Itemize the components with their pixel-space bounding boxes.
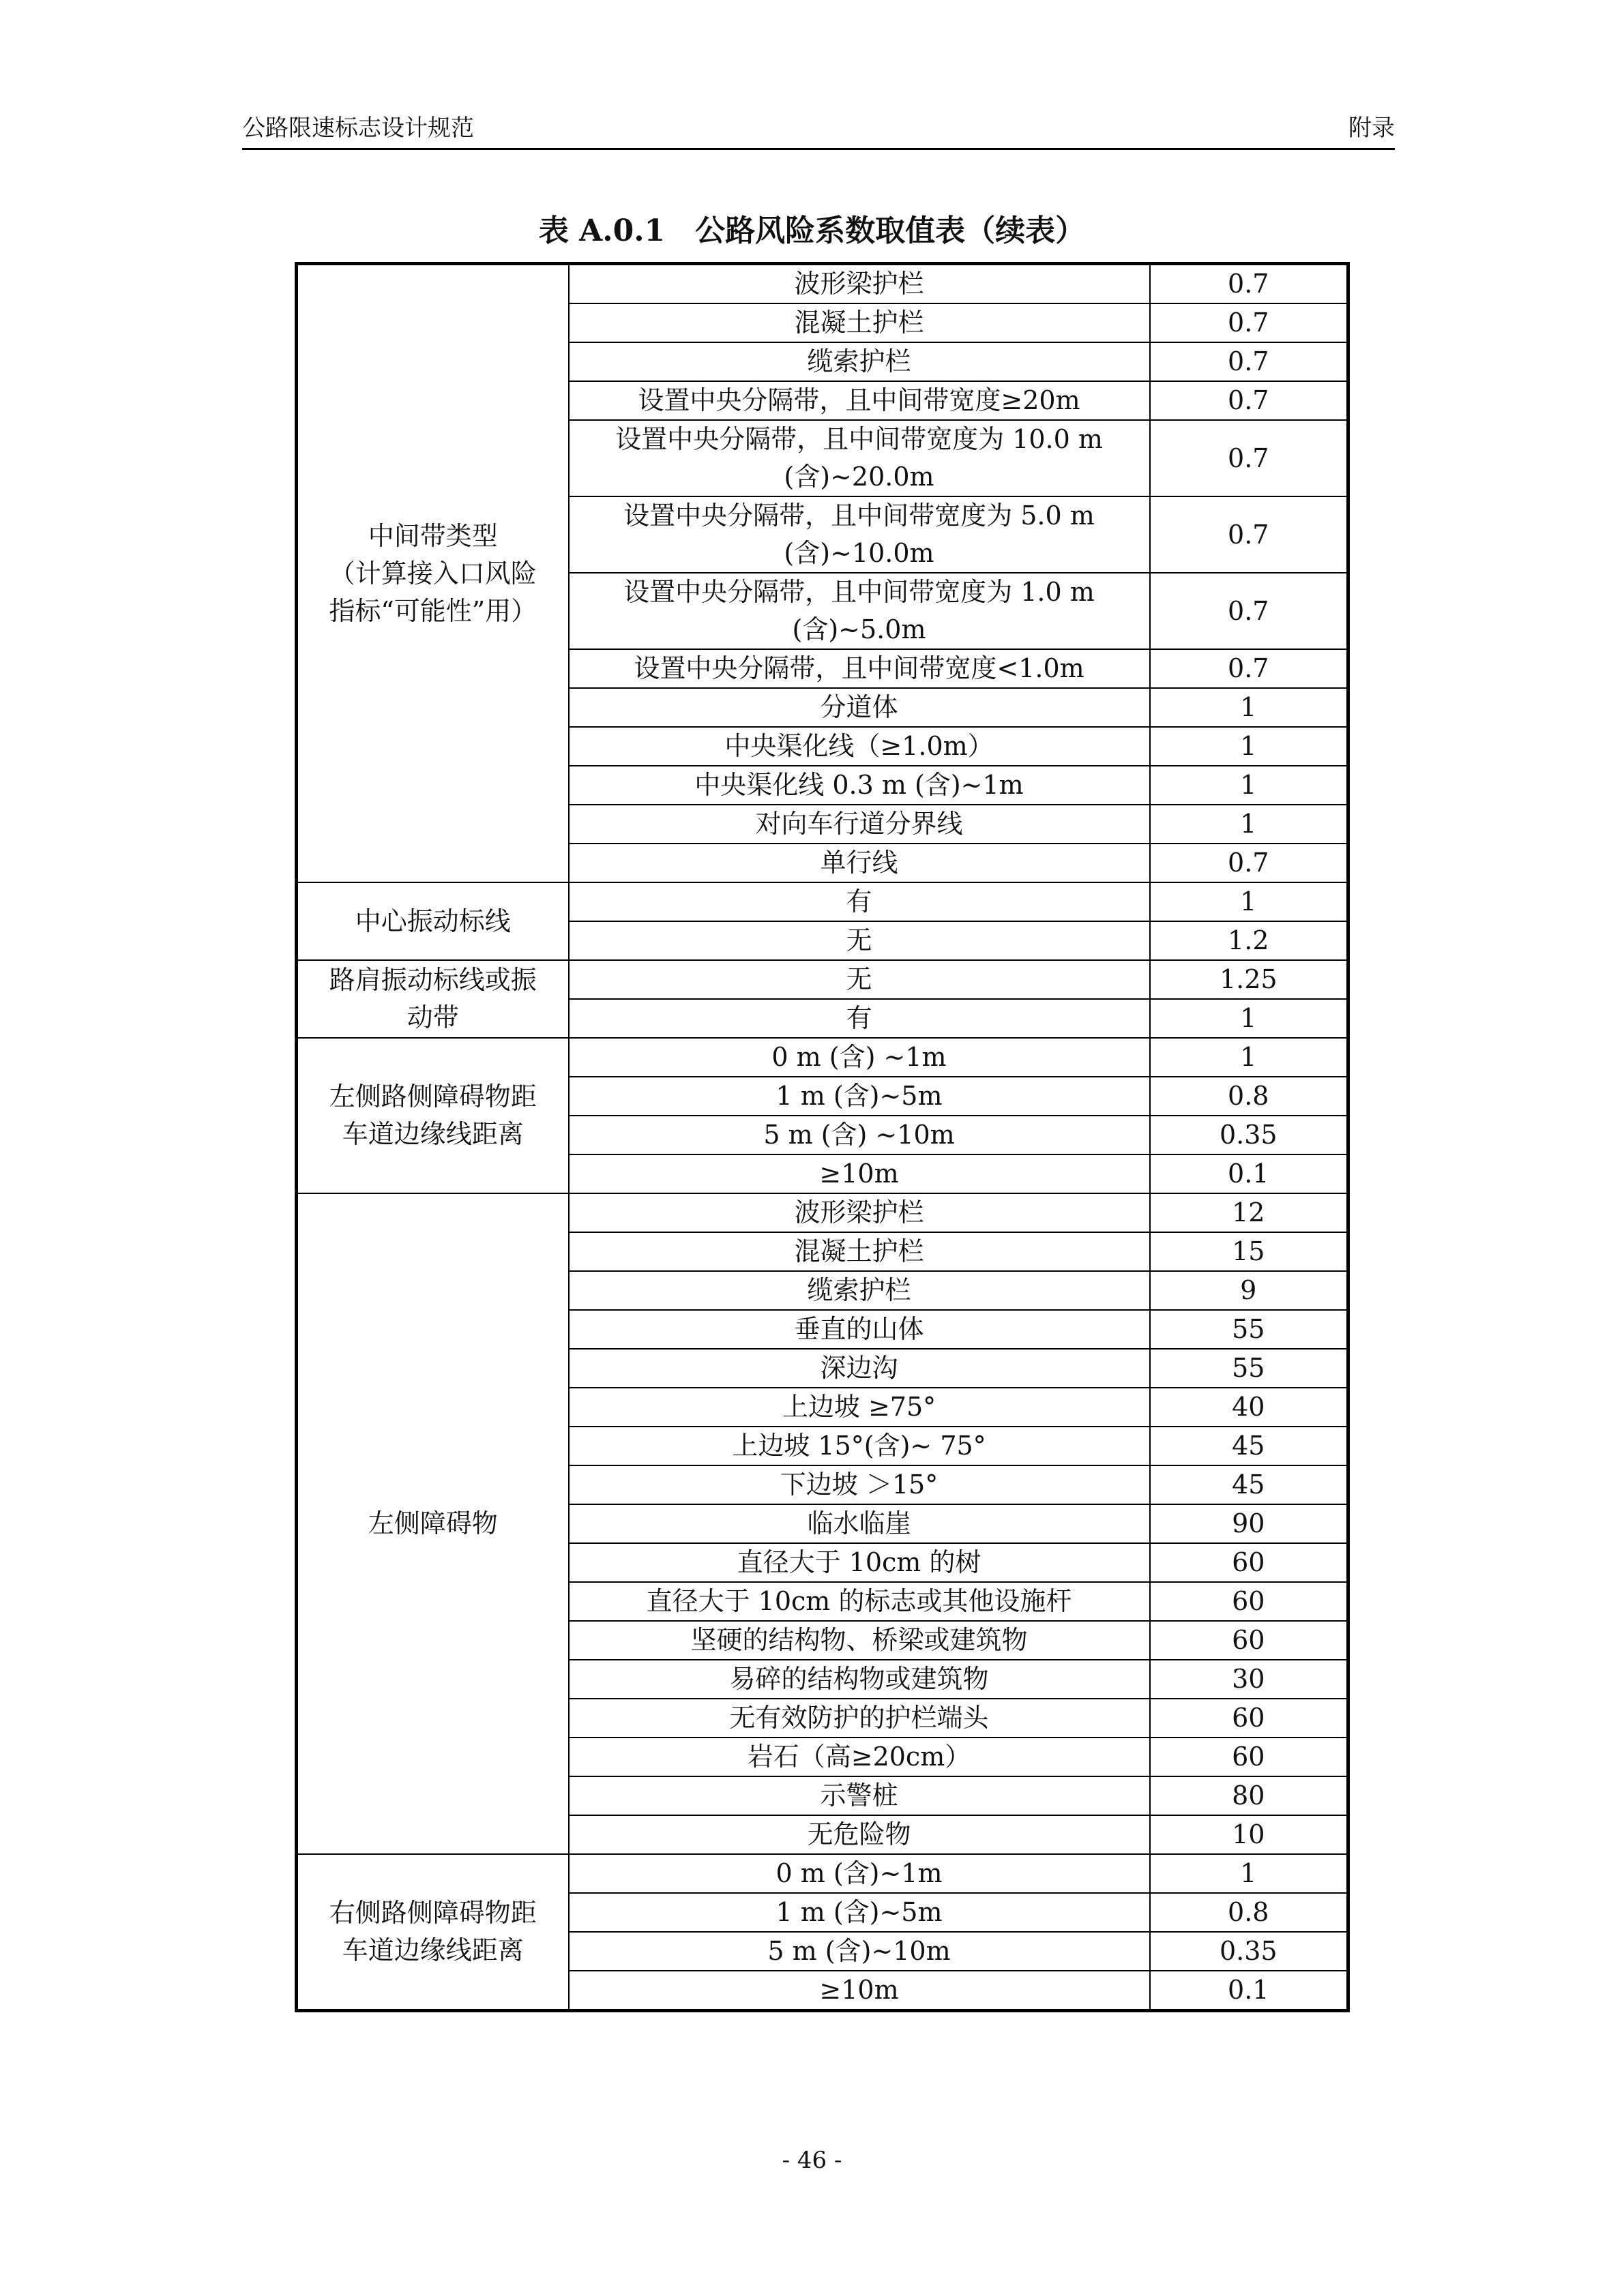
condition-line: 1 m (含)~5m <box>776 1081 943 1111</box>
condition-cell <box>569 1699 1150 1738</box>
condition-cell <box>569 844 1150 882</box>
coefficient-value: 60 <box>1150 1621 1348 1660</box>
condition-cell <box>569 1232 1150 1271</box>
condition-line: 深边沟 <box>820 1353 898 1383</box>
category-cell <box>297 1193 569 1854</box>
category-cell <box>297 1038 569 1193</box>
coefficient-value: 90 <box>1150 1504 1348 1543</box>
coefficient-value: 0.1 <box>1150 1154 1348 1193</box>
coefficient-value: 30 <box>1150 1660 1348 1699</box>
coefficient-value: 45 <box>1150 1465 1348 1504</box>
coefficient-value: 1 <box>1150 688 1348 727</box>
condition-line: 对向车行道分界线 <box>755 809 963 839</box>
condition-line: 垂直的山体 <box>794 1314 924 1344</box>
condition-cell <box>569 1116 1150 1154</box>
coefficient-value: 0.7 <box>1150 342 1348 381</box>
table-row <box>297 960 1348 999</box>
condition-line: 无有效防护的护栏端头 <box>729 1703 989 1733</box>
category-line: 车道边缘线距离 <box>342 1935 524 1965</box>
coefficient-value: 40 <box>1150 1388 1348 1427</box>
condition-cell <box>569 1932 1150 1971</box>
coefficient-value: 0.1 <box>1150 1971 1348 2011</box>
coefficient-value: 0.7 <box>1150 303 1348 342</box>
condition-cell <box>569 496 1150 573</box>
condition-cell <box>569 264 1150 304</box>
table-row <box>297 882 1348 921</box>
coefficient-value: 1 <box>1150 1854 1348 1893</box>
coefficient-value: 0.7 <box>1150 264 1348 304</box>
category-cell <box>297 882 569 960</box>
condition-line: 中央渠化线（≥1.0m） <box>724 731 994 761</box>
condition-cell <box>569 1504 1150 1543</box>
condition-cell <box>569 1815 1150 1854</box>
condition-cell <box>569 1154 1150 1193</box>
condition-cell <box>569 649 1150 688</box>
condition-line: 有 <box>846 1003 872 1033</box>
condition-line: 中央渠化线 0.3 m (含)~1m <box>694 770 1024 800</box>
condition-cell <box>569 805 1150 844</box>
condition-line: 无危险物 <box>807 1819 911 1849</box>
condition-cell <box>569 999 1150 1038</box>
condition-cell <box>569 1427 1150 1465</box>
coefficient-value: 0.35 <box>1150 1932 1348 1971</box>
condition-line: 波形梁护栏 <box>794 1197 924 1227</box>
condition-line: 无 <box>846 964 872 994</box>
category-line: 车道边缘线距离 <box>342 1119 524 1149</box>
condition-line: 分道体 <box>820 692 898 722</box>
condition-cell <box>569 1776 1150 1815</box>
condition-cell <box>569 1038 1150 1077</box>
category-line: 中心振动标线 <box>355 906 511 936</box>
condition-line: (含)~5.0m <box>792 614 926 644</box>
page-header <box>242 113 1395 150</box>
condition-line: 无 <box>846 925 872 955</box>
condition-cell <box>569 727 1150 766</box>
coefficient-value: 0.7 <box>1150 649 1348 688</box>
coefficient-value: 55 <box>1150 1310 1348 1349</box>
condition-line: 示警桩 <box>820 1780 898 1810</box>
condition-line: 1 m (含)~5m <box>776 1897 943 1927</box>
table-body <box>297 264 1348 2011</box>
condition-line: 5 m (含) ~10m <box>763 1120 955 1150</box>
coefficient-value: 1.25 <box>1150 960 1348 999</box>
coefficient-value: 60 <box>1150 1738 1348 1776</box>
category-cell <box>297 1854 569 2011</box>
coefficient-value: 12 <box>1150 1193 1348 1232</box>
category-line: 中间带类型 <box>368 520 498 551</box>
risk-coefficient-table <box>295 262 1350 2012</box>
coefficient-value: 45 <box>1150 1427 1348 1465</box>
condition-line: 岩石（高≥20cm） <box>747 1742 971 1772</box>
condition-line: 直径大于 10cm 的标志或其他设施杆 <box>646 1586 1072 1616</box>
coefficient-value: 0.7 <box>1150 844 1348 882</box>
condition-cell <box>569 960 1150 999</box>
condition-cell <box>569 882 1150 921</box>
condition-line: 混凝土护栏 <box>794 308 924 338</box>
table-row <box>297 1193 1348 1232</box>
table-title: 表 A.0.1 公路风险系数取值表（续表） <box>538 213 1086 248</box>
condition-cell <box>569 342 1150 381</box>
condition-cell <box>569 1310 1150 1349</box>
condition-cell <box>569 1193 1150 1232</box>
table-row <box>297 264 1348 304</box>
coefficient-value: 1 <box>1150 805 1348 844</box>
category-line: 动带 <box>407 1002 459 1032</box>
coefficient-value: 0.8 <box>1150 1893 1348 1932</box>
condition-line: 有 <box>846 886 872 916</box>
category-line: 右侧路侧障碍物距 <box>329 1898 537 1928</box>
coefficient-value: 55 <box>1150 1349 1348 1388</box>
section-label: 附录 <box>1348 115 1395 142</box>
category-line: 左侧路侧障碍物距 <box>329 1082 537 1112</box>
condition-cell <box>569 1271 1150 1310</box>
condition-line: 坚硬的结构物、桥梁或建筑物 <box>690 1625 1028 1655</box>
condition-line: ≥10m <box>819 1159 899 1189</box>
condition-line: 上边坡 15°(含)~ 75° <box>732 1431 986 1461</box>
page-number: - 46 - <box>782 2147 842 2174</box>
condition-line: 单行线 <box>820 848 898 878</box>
condition-line: ≥10m <box>819 1975 899 2005</box>
document-title: 公路限速标志设计规范 <box>242 115 474 142</box>
coefficient-value: 60 <box>1150 1699 1348 1738</box>
condition-cell <box>569 1388 1150 1427</box>
condition-cell <box>569 1077 1150 1116</box>
coefficient-value: 15 <box>1150 1232 1348 1271</box>
coefficient-value: 0.35 <box>1150 1116 1348 1154</box>
condition-line: 设置中央分隔带，且中间带宽度为 1.0 m <box>623 577 1095 607</box>
condition-line: 设置中央分隔带，且中间带宽度为 10.0 m <box>615 424 1103 454</box>
coefficient-value: 0.7 <box>1150 381 1348 420</box>
coefficient-value: 0.8 <box>1150 1077 1348 1116</box>
coefficient-value: 0.7 <box>1150 496 1348 573</box>
category-line: 路肩振动标线或振 <box>329 965 537 995</box>
coefficient-value: 0.7 <box>1150 573 1348 649</box>
condition-line: 0 m (含) ~1m <box>771 1042 947 1072</box>
coefficient-value: 1 <box>1150 999 1348 1038</box>
condition-cell <box>569 1543 1150 1582</box>
condition-line: 直径大于 10cm 的树 <box>737 1547 981 1577</box>
coefficient-value: 1 <box>1150 882 1348 921</box>
coefficient-value: 10 <box>1150 1815 1348 1854</box>
condition-cell <box>569 573 1150 649</box>
condition-line: 临水临崖 <box>807 1508 911 1538</box>
condition-cell <box>569 1854 1150 1893</box>
condition-line: 设置中央分隔带，且中间带宽度≥20m <box>638 385 1080 415</box>
table-row <box>297 1854 1348 1893</box>
condition-cell <box>569 766 1150 805</box>
category-line: （计算接入口风险 <box>329 558 537 588</box>
condition-cell <box>569 420 1150 496</box>
coefficient-value: 9 <box>1150 1271 1348 1310</box>
condition-cell <box>569 381 1150 420</box>
condition-cell <box>569 1893 1150 1932</box>
condition-line: 下边坡 ＞15° <box>780 1470 939 1500</box>
category-cell <box>297 960 569 1038</box>
category-line: 指标“可能性”用） <box>329 595 537 626</box>
coefficient-value: 1 <box>1150 1038 1348 1077</box>
category-line: 左侧障碍物 <box>368 1508 498 1538</box>
condition-line: 易碎的结构物或建筑物 <box>729 1664 989 1694</box>
condition-cell <box>569 1971 1150 2011</box>
coefficient-value: 0.7 <box>1150 420 1348 496</box>
condition-line: 设置中央分隔带，且中间带宽度为 5.0 m <box>623 501 1095 531</box>
condition-line: 5 m (含)~10m <box>767 1936 951 1966</box>
condition-cell <box>569 1660 1150 1699</box>
condition-cell <box>569 303 1150 342</box>
condition-line: 缆索护栏 <box>807 1275 911 1305</box>
coefficient-value: 80 <box>1150 1776 1348 1815</box>
condition-cell <box>569 1465 1150 1504</box>
coefficient-value: 60 <box>1150 1543 1348 1582</box>
condition-cell <box>569 1582 1150 1621</box>
coefficient-value: 1 <box>1150 766 1348 805</box>
condition-line: 上边坡 ≥75° <box>782 1392 936 1422</box>
condition-line: (含)~20.0m <box>784 462 934 492</box>
condition-cell <box>569 1349 1150 1388</box>
condition-line: 混凝土护栏 <box>794 1236 924 1266</box>
condition-cell <box>569 1621 1150 1660</box>
condition-line: 缆索护栏 <box>807 346 911 376</box>
category-cell <box>297 264 569 883</box>
coefficient-value: 1.2 <box>1150 921 1348 960</box>
coefficient-value: 60 <box>1150 1582 1348 1621</box>
coefficient-value: 1 <box>1150 727 1348 766</box>
table-row <box>297 1038 1348 1077</box>
condition-cell <box>569 921 1150 960</box>
condition-line: 设置中央分隔带，且中间带宽度<1.0m <box>634 653 1084 683</box>
condition-line: 0 m (含)~1m <box>776 1858 943 1888</box>
condition-line: 波形梁护栏 <box>794 269 924 299</box>
condition-line: (含)~10.0m <box>784 538 934 568</box>
condition-cell <box>569 688 1150 727</box>
condition-cell <box>569 1738 1150 1776</box>
